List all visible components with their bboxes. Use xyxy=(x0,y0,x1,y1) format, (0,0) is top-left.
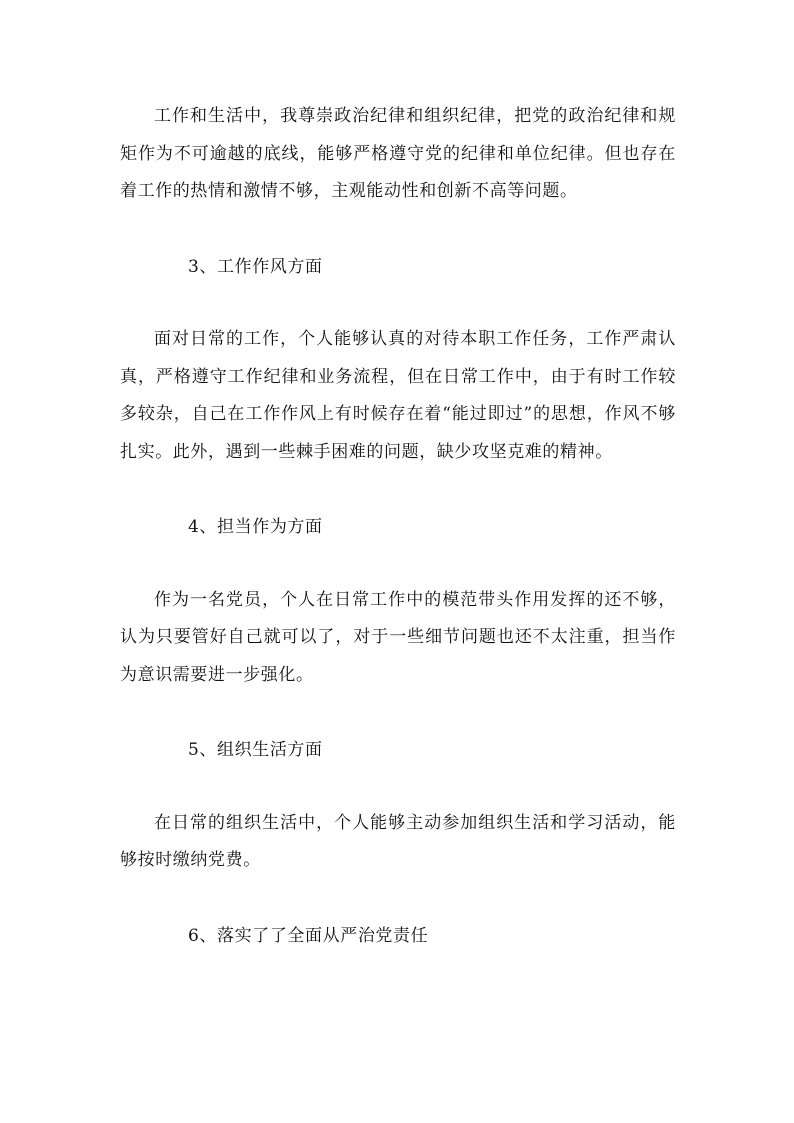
paragraph-discipline: 工作和生活中，我尊崇政治纪律和组织纪律，把党的政治纪律和规矩作为不可逾越的底线，能够严格遵守党的纪律和单位纪律。但也存在着工作的热情和激情不够，主观能动性和创新不高等问题。 xyxy=(120,106,676,201)
paragraph-organizational-life: 在日常的组织生活中，个人能够主动参加组织生活和学习活动，能够按时缴纳党费。 xyxy=(120,812,676,870)
heading-responsibility: 4、担当作为方面 xyxy=(188,517,323,537)
paragraph-responsibility: 作为一名党员，个人在日常工作中的模范带头作用发挥的还不够，认为只要管好自己就可以了，对于一些细节问题也还不太注重，担当作为意识需要进一步强化。 xyxy=(120,589,676,685)
paragraph-work-style: 面对日常的工作，个人能够认真的对待本职工作任务，工作严肃认真，严格遵守工作纪律和业务流程，但在日常工作中，由于有时工作较多较杂，自己在工作作风上有时候存在着“能过即过”的思想，作风不够扎实。此外，遇到一些棘手困难的问题，缺少攻坚克难的精神。 xyxy=(120,329,676,462)
document-body xyxy=(120,98,676,955)
heading-organizational-life: 5、组织生活方面 xyxy=(188,740,323,760)
heading-party-governance: 6、落实了了全面从严治党责任 xyxy=(188,925,429,946)
heading-work-style: 3、工作作风方面 xyxy=(188,256,323,277)
